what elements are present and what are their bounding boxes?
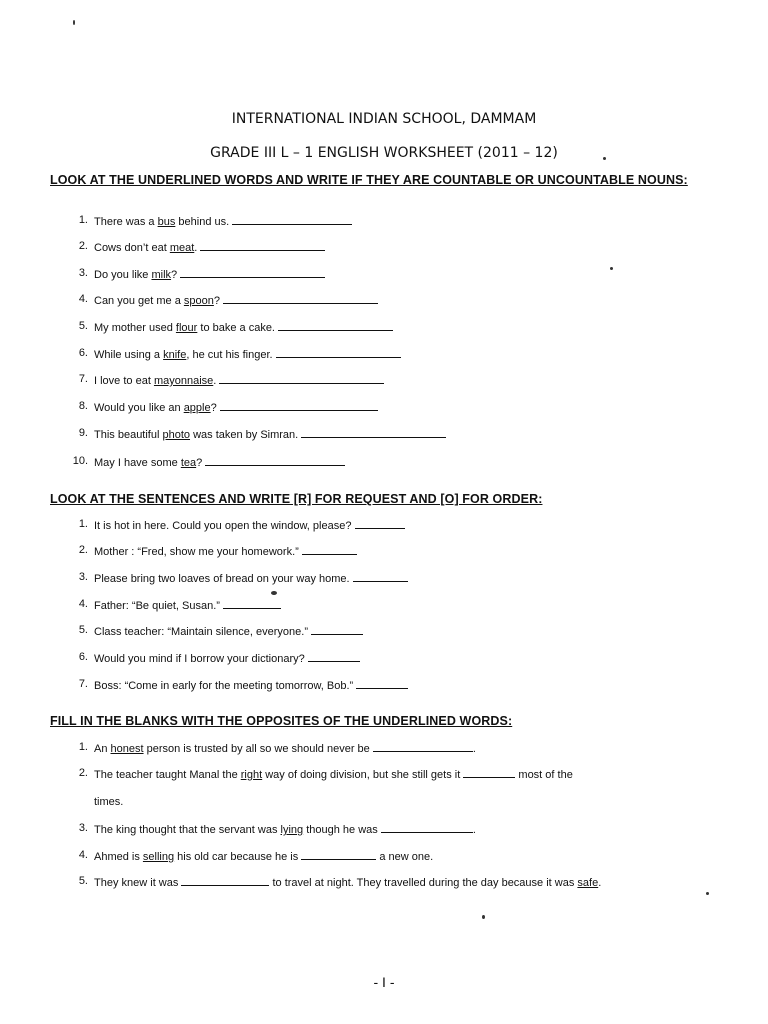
section1-heading: LOOK AT THE UNDERLINED WORDS AND WRITE IF THEY ARE COUNTABLE OR UNCOUNTABLE NOUNS: <box>50 173 688 187</box>
underlined-word: safe <box>577 877 599 889</box>
item-number: 2. <box>78 240 88 252</box>
answer-blank[interactable] <box>223 598 281 609</box>
scan-mark <box>706 892 709 895</box>
item-text: May I have some <box>94 457 181 469</box>
item-text: The king thought that the servant was <box>94 824 281 836</box>
answer-blank[interactable] <box>220 400 378 411</box>
answer-blank[interactable] <box>223 293 378 304</box>
item-number: 9. <box>78 427 88 439</box>
item-text: behind us. <box>175 216 230 228</box>
item-text: Do you like <box>94 269 152 281</box>
school-title: INTERNATIONAL INDIAN SCHOOL, DAMMAM <box>231 111 537 127</box>
item-number: 6. <box>78 347 88 359</box>
item-text: There was a <box>94 216 158 228</box>
item-number: 4. <box>78 598 88 610</box>
item-number: 5. <box>78 320 88 332</box>
item-number: 1. <box>78 518 88 530</box>
underlined-word: flour <box>175 322 198 334</box>
item-text: It is hot in here. Could you open the window, please? <box>94 520 352 532</box>
item-text: , he cut his finger. <box>186 349 273 361</box>
page-number: - I - <box>373 974 395 990</box>
item-text: Would you like an <box>94 402 184 414</box>
item-text: . <box>472 824 476 836</box>
item-number: 6. <box>78 651 88 663</box>
item-text: to bake a cake. <box>197 322 275 334</box>
answer-blank[interactable] <box>301 849 376 860</box>
answer-blank[interactable] <box>463 767 515 778</box>
item-text: way of doing division, but she still gets it <box>262 769 464 781</box>
underlined-word: bus <box>157 216 176 228</box>
item-text: . <box>213 375 217 387</box>
item-number: 8. <box>78 400 88 412</box>
item-text: ? <box>213 295 220 307</box>
item-text: Please bring two loaves of bread on your way home. <box>94 573 350 585</box>
item-text: though he was <box>303 824 381 836</box>
item-number: 7. <box>78 678 88 690</box>
item-text: Can you get me a <box>94 295 184 307</box>
item-number: 1. <box>78 741 88 753</box>
answer-blank[interactable] <box>278 320 393 331</box>
item-number: 4. <box>78 849 88 861</box>
section2-heading: LOOK AT THE SENTENCES AND WRITE [R] FOR REQUEST AND [O] FOR ORDER: <box>50 492 543 506</box>
item-text: My mother used <box>94 322 176 334</box>
answer-blank[interactable] <box>200 240 325 251</box>
item-text: Ahmed is <box>94 851 143 863</box>
item-number: 7. <box>78 373 88 385</box>
underlined-word: selling <box>142 851 175 863</box>
item-number: 5. <box>78 875 88 887</box>
underlined-word: knife <box>163 349 187 361</box>
answer-blank[interactable] <box>308 651 360 662</box>
item-text: ? <box>171 269 178 281</box>
underlined-word: spoon <box>183 295 214 307</box>
underlined-word: meat <box>169 242 195 254</box>
item-text: While using a <box>94 349 164 361</box>
underlined-word: milk <box>151 269 172 281</box>
answer-blank[interactable] <box>276 347 401 358</box>
underlined-word: lying <box>280 824 304 836</box>
item-number: 3. <box>78 822 88 834</box>
underlined-word: honest <box>110 743 144 755</box>
scan-mark <box>271 591 277 595</box>
answer-blank[interactable] <box>373 741 473 752</box>
item-number: 1. <box>78 214 88 226</box>
item-text: Would you mind if I borrow your dictionary? <box>94 653 305 665</box>
underlined-word: tea <box>180 457 197 469</box>
item-text: I love to eat <box>94 375 154 387</box>
scan-mark <box>482 915 485 919</box>
item-text: . <box>598 877 602 889</box>
scan-mark <box>603 157 606 160</box>
answer-blank[interactable] <box>205 455 345 466</box>
scan-mark <box>610 267 613 270</box>
answer-blank[interactable] <box>232 214 352 225</box>
item-number: 4. <box>78 293 88 305</box>
answer-blank[interactable] <box>180 267 325 278</box>
item-number: 10. <box>72 455 88 467</box>
item-text: . <box>472 743 476 755</box>
item-text: was taken by Simran. <box>190 429 299 441</box>
item-text: person is trusted by all so we should never be <box>143 743 373 755</box>
item-text: Class teacher: “Maintain silence, everyone.” <box>94 626 308 638</box>
item-text: most of the <box>515 769 573 781</box>
underlined-word: photo <box>162 429 191 441</box>
item-continuation: times. <box>94 796 124 808</box>
item-text: a new one. <box>376 851 434 863</box>
answer-blank[interactable] <box>381 822 473 833</box>
worksheet-title: GRADE III L – 1 ENGLISH WORKSHEET (2011 – 12) <box>210 145 558 161</box>
answer-blank[interactable] <box>301 427 446 438</box>
item-number: 2. <box>78 544 88 556</box>
item-text: Boss: “Come in early for the meeting tomorrow, Bob.” <box>94 680 354 692</box>
answer-blank[interactable] <box>219 373 384 384</box>
item-number: 2. <box>78 767 88 779</box>
item-text: An <box>94 743 111 755</box>
item-text: Mother : “Fred, show me your homework.” <box>94 546 299 558</box>
section3-heading: FILL IN THE BLANKS WITH THE OPPOSITES OF THE UNDERLINED WORDS: <box>50 714 513 728</box>
item-text: . <box>194 242 198 254</box>
answer-blank[interactable] <box>353 571 408 582</box>
answer-blank[interactable] <box>311 624 363 635</box>
underlined-word: apple <box>183 402 211 414</box>
item-text: Cows don’t eat <box>94 242 170 254</box>
item-number: 5. <box>78 624 88 636</box>
item-text: Father: “Be quiet, Susan.” <box>94 600 220 612</box>
underlined-word: right <box>240 769 263 781</box>
item-number: 3. <box>78 267 88 279</box>
item-text: ? <box>196 457 203 469</box>
item-text: to travel at night. They travelled during the day because it was <box>269 877 578 889</box>
item-text: his old car because he is <box>174 851 302 863</box>
item-text: They knew it was <box>94 877 182 889</box>
item-text: The teacher taught Manal the <box>94 769 241 781</box>
answer-blank[interactable] <box>355 518 405 529</box>
answer-blank[interactable] <box>356 678 408 689</box>
answer-blank[interactable] <box>181 875 269 886</box>
item-text: This beautiful <box>94 429 163 441</box>
answer-blank[interactable] <box>302 544 357 555</box>
scan-mark <box>73 20 75 25</box>
item-number: 3. <box>78 571 88 583</box>
item-text: ? <box>210 402 217 414</box>
underlined-word: mayonnaise <box>153 375 214 387</box>
